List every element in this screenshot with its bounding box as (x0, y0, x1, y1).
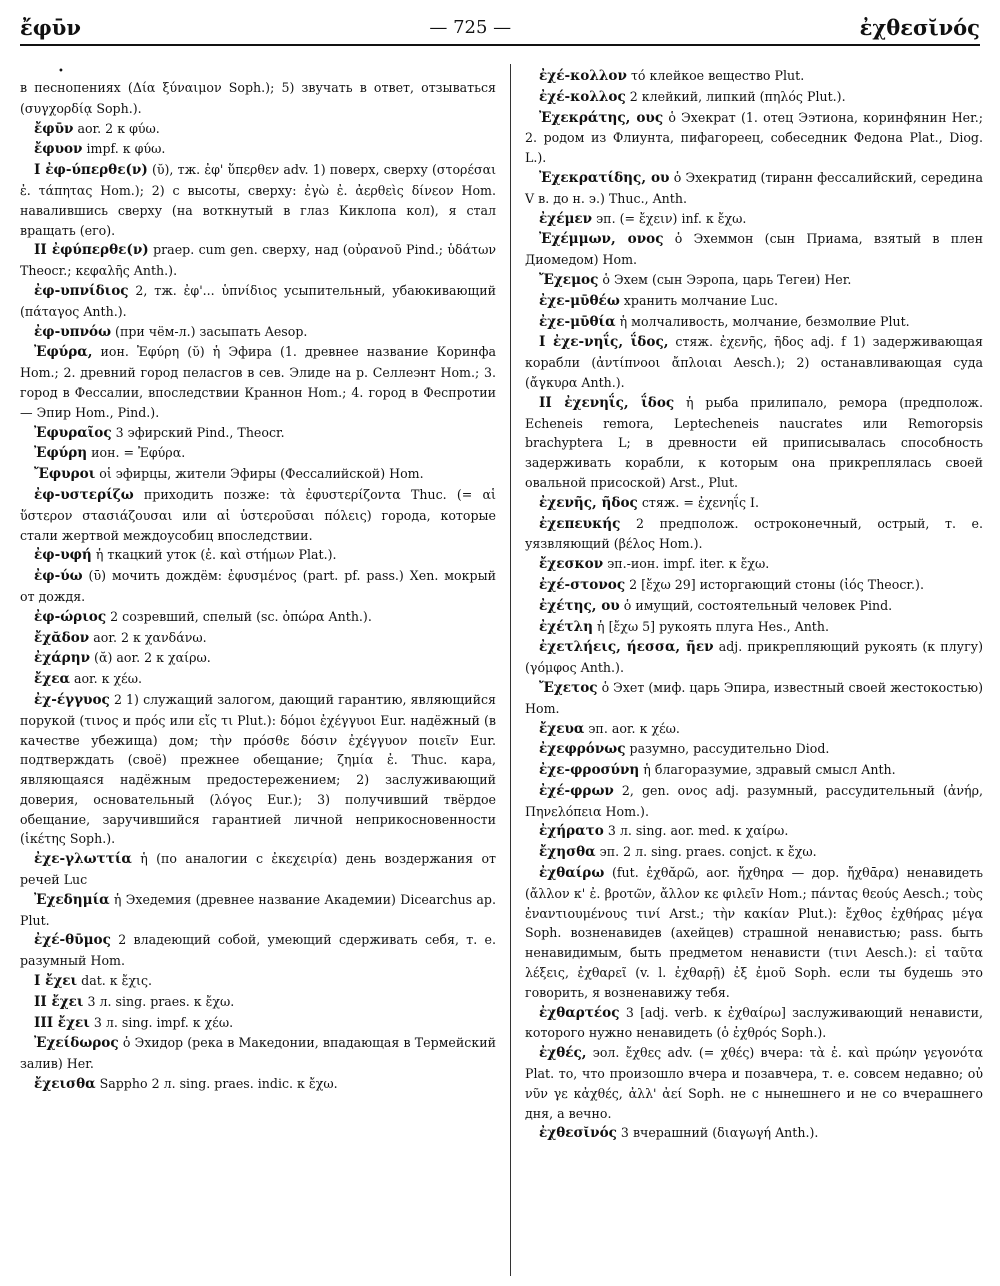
dictionary-entry (525, 66, 983, 87)
dictionary-entry (525, 678, 983, 719)
entry-headword: ἐφ-ύω (34, 568, 83, 585)
dictionary-entry (20, 119, 496, 140)
entry-headword: ἔχᾰδον (34, 629, 90, 646)
entry-definition: 3 вчерашний (διαγωγή Anth.). (616, 1125, 819, 1141)
dictionary-entry (525, 209, 983, 230)
entry-headword: ἐχθαίρω (539, 865, 605, 882)
entry-headword: Ἐχεδημία (34, 891, 110, 908)
dictionary-entry (20, 607, 496, 628)
dictionary-entry (525, 760, 983, 781)
dictionary-entry (525, 1043, 983, 1123)
entry-headword: ἔχευα (539, 720, 585, 737)
entry-headword: II ἐφύπερθε(ν) (34, 242, 149, 259)
entry-definition: стяж. = ἐχενηΐς I. (637, 494, 760, 510)
dictionary-entry (20, 992, 496, 1013)
dictionary-entry (20, 342, 496, 422)
entry-headword: ἐχέ-κολλον (539, 68, 627, 84)
entry-headword: ἐχέ-θῡμος (34, 932, 111, 949)
entry-definition: ἡ [ἔχω 5] рукоять плуга Hes., Anth. (593, 618, 829, 634)
entry-definition: ион. Ἐφύρη (ῠ) ἡ Эфира (1. древнее название Коринфа Hom.; 2. древний город пеласгов в сев. Элиде на р. Селлеэнт Hom.; 3. город в Фессалии, впоследствии Краннон Hom.; 4. город в Феспротии — Эпир Hom., Pind.). (20, 344, 496, 420)
entry-headword: ἐχετλήεις, ήεσσα, ῆεν (539, 639, 714, 656)
dictionary-entry (20, 566, 496, 607)
entry-headword: ἐχέ-κολλος (539, 88, 626, 105)
entry-headword: ἐχεφρόνως (539, 741, 626, 758)
entry-definition: (fut. ἐχθᾰρῶ, aor. ἤχθηρα — дор. ἤχθᾱρα) ненавидеть (ἄλλον κ' ἐ. βροτῶν, ἄλλον κε φιλεῖν Hom.; πάντας θεούς Aesch.; τοὺς ἐναντιουμένους τινί Arst.; τὴν κακίαν Plut.): ἔχθος ἐχθήρας μέγα Soph. возненавидев (ахейцев) страшной ненавистью; pass. быть ненавидимым, быть предметом ненависти (τινι Aesch.): εἰ ταῦτα λέξεις, ἐχθαρεῖ (v. l. ἐχθαρῇ) ἐξ ἐμοῦ Soph. если ты будешь это говорить, я возненавижу тебя. (525, 865, 983, 1000)
entry-definition: ἡ Эхедемия (древнее название Академии) Dicearchus ap. Plut. (20, 891, 496, 928)
entry-definition: 3 л. sing. aor. med. к χαίρω. (603, 823, 789, 839)
entry-definition: (ᾰ) aor. 2 к χαίρω. (90, 650, 211, 666)
dictionary-entry (525, 393, 983, 493)
dictionary-entry (525, 863, 983, 1003)
entry-definition: 2 владеющий собой, умеющий сдерживать себя, т. е. разумный Hom. (20, 932, 496, 969)
dictionary-entry (20, 1033, 496, 1074)
entry-headword: ἐφ-υφή (34, 547, 92, 564)
entry-headword: I ἐφ-ύπερθε(ν) (34, 162, 148, 179)
entry-definition: 3 л. sing. impf. к χέω. (89, 1014, 234, 1030)
entry-headword: II ἐχενηΐς, ΐδος (539, 394, 675, 411)
dictionary-entry (20, 628, 496, 649)
entry-definition: dat. к ἔχις. (77, 973, 153, 989)
entry-headword: ἐχήρατο (539, 823, 604, 840)
entry-headword: ἐχέ-φρων (539, 782, 614, 799)
entry-definition: разумно, рассудительно Diod. (625, 741, 830, 757)
header-right-headword: ἐχθεσῐνός (859, 14, 980, 40)
entry-definition: ион. = Ἐφύρα. (87, 445, 186, 461)
entry-headword: Ἐχεκρατίδης, ου (539, 169, 670, 186)
dictionary-entry (20, 322, 496, 343)
entry-headword: Ἐχεκράτης, ους (539, 109, 664, 126)
entry-definition: в песнопениях (Δία ξύναιμον Soph.); 5) звучать в ответ, отзываться (συγχορδίᾳ Soph.). (20, 80, 496, 116)
dictionary-entry (525, 312, 983, 333)
entry-headword: ἐφ-υπνόω (34, 323, 112, 340)
header-left-headword: ἔφῡν (20, 14, 81, 40)
entry-definition: ἡ ткацкий уток (ἐ. καὶ στήμων Plat.). (91, 547, 337, 563)
dictionary-entry (20, 1013, 496, 1034)
dictionary-entry (20, 971, 496, 992)
dictionary-entry (525, 554, 983, 575)
entry-definition: aor. 2 к χανδάνω. (89, 629, 207, 645)
entry-headword: Ἐφύρη (34, 445, 88, 462)
dictionary-entry (525, 291, 983, 312)
entry-headword: ἐχθές, (539, 1045, 587, 1062)
dictionary-entry (20, 485, 496, 545)
dictionary-entry (525, 575, 983, 596)
entry-headword: ἐχθεσῐνός (539, 1125, 617, 1142)
entry-headword: ἐχέτης, ου (539, 597, 620, 614)
entry-definition: ὁ Эхет (миф. царь Эпира, известный своей жестокостью) Hom. (525, 679, 983, 716)
star-mark: • (58, 66, 64, 77)
entry-headword: Ἔχεμος (539, 271, 599, 288)
dictionary-entry (525, 108, 983, 168)
entry-definition: ἡ рыба прилипало, ремора (предполож. Echeneis remora, Leptecheneis naucrates или Remoropsis brachyptera L; в древности ей приписывалась способность задерживать корабли, к которым она прикреплялась своей овальной присоской) Arst., Plut. (525, 394, 983, 490)
entry-headword: ἐχέ-στονος (539, 576, 626, 593)
dictionary-entry (525, 270, 983, 291)
dictionary-entry (525, 781, 983, 822)
entry-definition: aor. к χέω. (69, 671, 142, 687)
dictionary-entry (525, 493, 983, 514)
entry-definition: (ῡ) мочить дождём: ἐφυσμένος (part. pf. pass.) Xen. мокрый от дождя. (20, 568, 496, 604)
dictionary-entry (525, 637, 983, 678)
dictionary-entry (525, 1003, 983, 1044)
entry-definition: эп. aor. к χέω. (584, 720, 680, 736)
entry-definition: Sappho 2 л. sing. praes. indic. к ἔχω. (95, 1076, 338, 1092)
page-header (20, 12, 980, 42)
entry-definition: ὁ Эхеммон (сын Приама, взятый в плен Диомедом) Hom. (525, 231, 983, 268)
dictionary-entry (525, 332, 983, 392)
entry-headword: Ἐφύρα, (34, 344, 93, 361)
dictionary-entry (525, 842, 983, 863)
entry-headword: ἔχεσκον (539, 556, 604, 573)
dictionary-entry (20, 443, 496, 464)
dictionary-entry (20, 669, 496, 690)
entry-headword: ἔχεισθα (34, 1076, 96, 1093)
dictionary-entry (20, 281, 496, 322)
entry-headword: Ἐχέμμων, ονος (539, 231, 664, 248)
entry-definition: 2, тж. ἐφ'... ὑπνίδιος усыпительный, убаюкивающий (πάταγος Anth.). (20, 282, 496, 319)
entry-definition: хранить молчание Luc. (619, 292, 779, 308)
entry-headword: ἐχε-φροσύνη (539, 762, 640, 779)
entry-definition: эп. 2 л. sing. praes. conjct. к ἔχω. (595, 844, 817, 860)
entry-definition: 2 созревший, спелый (sc. ὀπώρα Anth.). (106, 608, 372, 624)
dictionary-entry (20, 545, 496, 566)
dictionary-entry (20, 78, 496, 119)
entry-headword: ἐχθαρτέος (539, 1004, 620, 1021)
entry-headword: ἐχεπευκής (539, 515, 621, 532)
dictionary-entry (20, 160, 496, 240)
dictionary-entry (20, 139, 496, 160)
entry-headword: ἐχέμεν (539, 210, 593, 227)
dictionary-entry (525, 719, 983, 740)
entry-headword: Ἐχείδωρος (34, 1035, 119, 1052)
entry-headword: I ἔχει (34, 973, 78, 990)
entry-headword: ἐχε-γλωττία (34, 851, 132, 868)
entry-definition: (ῠ), тж. ἐφ' ὕπερθεν adv. 1) поверх, сверху (στορέσαι ἐ. τάπητας Hom.); 2) с высоты, сверху: ἐγὼ ἐ. ἀερθεὶς δίνεον Hom. навалившись сверху (на воткнутый в глаз Киклопа кол), я стал вращать (его). (20, 162, 497, 238)
entry-definition: impf. к φύω. (82, 141, 166, 157)
header-rule (20, 44, 980, 46)
dictionary-entry (525, 596, 983, 617)
entry-headword: ἐχενῆς, ῆδος (539, 494, 638, 511)
entry-definition: praep. cum gen. сверху, над (οὐρανοῦ Pind.; ὑδάτων Theocr.; κεφαλῆς Anth.). (20, 242, 496, 279)
entry-definition: ἡ благоразумие, здравый смысл Anth. (639, 762, 896, 778)
entry-headword: ἔχησθα (539, 844, 596, 861)
entry-definition: ἡ (по аналогии с ἐκεχειρία) день воздержания от речей Luc (20, 851, 496, 888)
entry-definition: приходить позже: τὰ ἐφυστερίζοντα Thuc. (= αἱ ὕστερον στασιάζουσαι или αἱ ὑστεροῦσαι πόλεις) города, которые стали жертвой междоусобиц впоследствии. (20, 486, 496, 543)
entry-definition: 3 [adj. verb. к ἐχθαίρω] заслуживающий ненависти, которого нужно ненавидеть (ὁ ἐχθρός Soph.). (525, 1004, 983, 1041)
dictionary-entry (20, 849, 496, 890)
entry-definition: ὁ Эхекратид (тиранн фессалийский, середина V в. до н. э.) Thuc., Anth. (525, 169, 983, 206)
dictionary-entry (525, 229, 983, 270)
entry-headword: ἔφῡν (34, 120, 74, 137)
dictionary-entry (20, 648, 496, 669)
entry-headword: ἔχεα (34, 671, 70, 688)
dictionary-entry (525, 739, 983, 760)
entry-headword: ἐφ-ώριος (34, 608, 107, 625)
entry-headword: III ἔχει (34, 1014, 90, 1031)
entry-definition: 3 л. sing. praes. к ἔχω. (83, 993, 235, 1009)
entry-headword: Ἔφυροι (34, 466, 96, 483)
left-column (20, 66, 496, 1095)
entry-definition: 2 [ἔχω 29] исторгающий стоны (ἰός Theocr.). (625, 576, 924, 592)
dictionary-entry (525, 168, 983, 209)
entry-definition: οἱ эфирцы, жители Эфиры (Фессалийской) Hom. (95, 466, 424, 482)
dictionary-entry (525, 617, 983, 638)
dictionary-entry (20, 240, 496, 281)
entry-definition: 3 эфирский Pind., Theocr. (111, 424, 285, 440)
entry-headword: I ἐχε-νηΐς, ΐδος, (539, 334, 669, 351)
dictionary-entry (20, 930, 496, 971)
entry-definition: 2 предполож. остроконечный, острый, т. е. уязвляющий (βέλος Hom.). (525, 515, 983, 552)
entry-headword: ἐφ-υπνίδιος (34, 282, 129, 299)
dictionary-entry (525, 87, 983, 108)
entry-headword: ἐφ-υστερίζω (34, 486, 134, 503)
entry-definition: 2 клейкий, липкий (πηλός Plut.). (625, 88, 846, 104)
entry-definition: ἡ молчаливость, молчание, безмолвие Plut. (615, 313, 910, 329)
entry-definition: ὁ Эхидор (река в Македонии, впадающая в Термейский залив) Her. (20, 1035, 496, 1072)
dictionary-entry (525, 821, 983, 842)
dictionary-entry (525, 1123, 983, 1144)
entry-definition: стяж. ἐχενῆς, ῆδος adj. f 1) задерживающая корабли (ἀντίπνοοι ἄπλοιαι Aesch.); 2) останавливающая суда (ἄγκυρα Anth.). (525, 334, 983, 390)
column-divider (510, 64, 511, 1276)
entry-definition: 2, gen. ονος adj. разумный, рассудительный (ἀνήρ, Πηνελόπεια Hom.). (525, 782, 983, 819)
entry-headword: Ἐφυραῖος (34, 424, 112, 441)
entry-headword: ἐχε-μῡθία (539, 313, 616, 330)
dictionary-entry (20, 464, 496, 485)
entry-definition: эп.-ион. impf. iter. к ἔχω. (603, 556, 770, 572)
dictionary-entry (20, 1074, 496, 1095)
entry-definition: (при чём-л.) засыпать Aesop. (111, 323, 308, 339)
dictionary-entry (525, 514, 983, 555)
entry-definition: ὁ имущий, состоятельный человек Pind. (619, 597, 893, 613)
right-column (525, 66, 983, 1144)
entry-headword: II ἔχει (34, 993, 84, 1010)
entry-headword: Ἔχετος (539, 679, 598, 696)
entry-headword: ἔφυον (34, 141, 83, 158)
page-number: — 725 — (429, 16, 512, 38)
entry-definition: эп. (= ἔχειν) inf. к ἔχω. (592, 210, 747, 226)
entry-headword: ἐχ-έγγυος (34, 691, 110, 708)
entry-definition: adj. прикрепляющий рукоять (к плугу) (γόμφος Anth.). (525, 639, 984, 676)
entry-definition: ὁ Эхекрат (1. отец Ээтиона, коринфянин Her.; 2. родом из Флиунта, пифагореец, собеседник Федона Plat., Diog. L.). (525, 109, 984, 166)
entry-headword: ἐχάρην (34, 650, 91, 667)
dictionary-entry (20, 690, 496, 849)
entry-definition: 2 1) служащий залогом, дающий гарантию, являющийся порукой (τινος и πρός или εἴς τι Plut.): δόμοι ἐχέγγυοι Eur. надёжный (в качестве убежища) дом; τὴν πρόσθε δόσιν ἐχέγγυον ποιεῖν Eur. подтверждать (своё) прежнее обещание; ζημία ἐ. Thuc. кара, являющаяся надёжным предостережением; 2) заслуживающий доверия, основательный (λόγος Eur.); 3) получивший твёрдое обещание, заручившийся гарантией личной неприкосновенности (ἱκέτης Soph.). (20, 691, 496, 847)
dictionary-entry (20, 423, 496, 444)
entry-headword: ἐχέτλη (539, 618, 594, 635)
entry-definition: aor. 2 к φύω. (73, 120, 160, 136)
entry-definition: ὁ Эхем (сын Ээропа, царь Тегеи) Her. (598, 271, 852, 287)
entry-definition: τό клейкое вещество Plut. (626, 68, 805, 83)
entry-headword: ἐχε-μῡθέω (539, 292, 620, 309)
dictionary-entry (20, 890, 496, 931)
entry-definition: эол. ἔχθες adv. (= χθές) вчера: τὰ ἐ. καὶ πρώην γεγονότα Plat. то, что произошло вчера и позавчера, т. е. совсем недавно; οὐ νῦν γε κἀχθές, ἀλλ' ἀεί Soph. не с нынешнего и не со вчерашнего дня, а вечно. (525, 1045, 983, 1121)
